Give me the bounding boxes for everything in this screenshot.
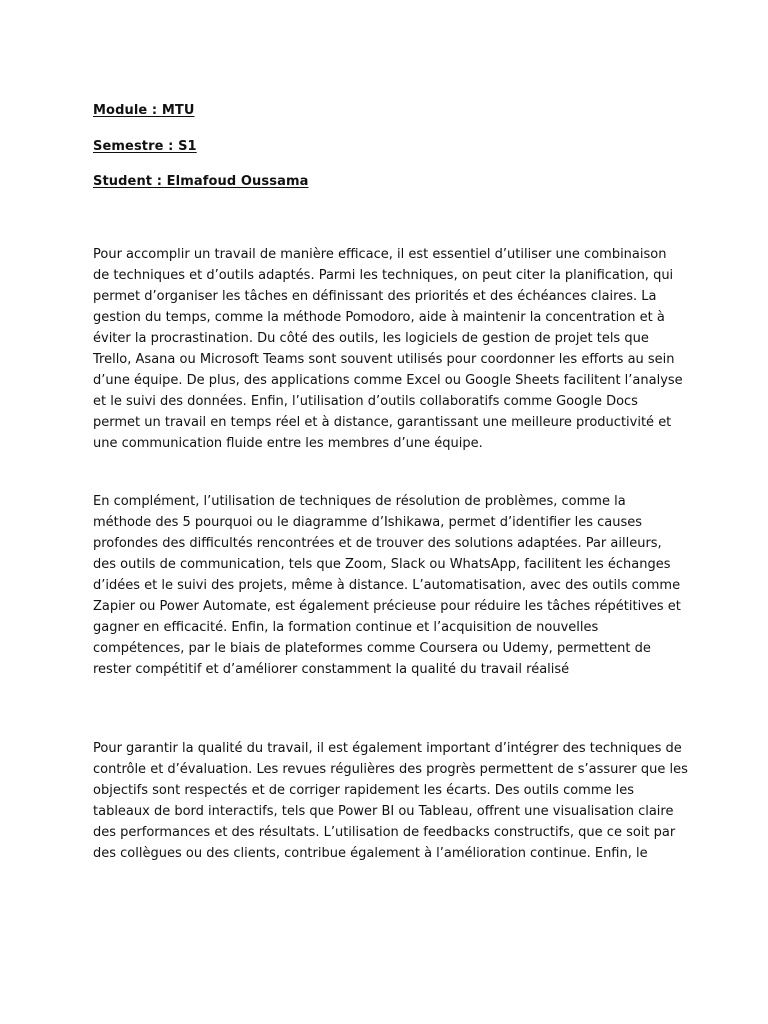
paragraph-line: tableaux de bord interactifs, tels que Power BI ou Tableau, offrent une visualisation claire — [93, 804, 674, 819]
paragraph-line: profondes des difficultés rencontrées et de trouver des solutions adaptées. Par ailleurs, — [93, 536, 662, 551]
paragraph-line: Trello, Asana ou Microsoft Teams sont souvent utilisés pour coordonner les efforts au sein — [93, 352, 675, 367]
paragraph-line: éviter la procrastination. Du côté des outils, les logiciels de gestion de projet tels que — [93, 331, 649, 346]
paragraph-line: rester compétitif et d’améliorer constamment la qualité du travail réalisé — [93, 662, 570, 677]
paragraph-line: méthode des 5 pourquoi ou le diagramme d’Ishikawa, permet d’identifier les causes — [93, 515, 643, 530]
paragraph-line: Zapier ou Power Automate, est également précieuse pour réduire les tâches répétitives et — [93, 599, 681, 614]
paragraph-1 — [93, 244, 713, 454]
paragraph-3 — [93, 738, 713, 864]
paragraph-line: des performances et des résultats. L’utilisation de feedbacks constructifs, que ce soit par — [93, 825, 676, 840]
paragraph-line: d’idées et le suivi des projets, même à distance. L’automatisation, avec des outils comme — [93, 578, 681, 593]
paragraph-line: d’une équipe. De plus, des applications comme Excel ou Google Sheets facilitent l’analyse — [93, 373, 683, 388]
paragraph-line: objectifs sont respectés et de corriger rapidement les écarts. Des outils comme les — [93, 783, 635, 798]
paragraph-line: permet un travail en temps réel et à distance, garantissant une meilleure productivité et — [93, 415, 672, 430]
paragraph-line: Pour accomplir un travail de manière efficace, il est essentiel d’utiliser une combinaison — [93, 247, 667, 262]
paragraph-line: gagner en efficacité. Enfin, la formation continue et l’acquisition de nouvelles — [93, 620, 599, 635]
paragraph-line: Pour garantir la qualité du travail, il est également important d’intégrer des techniques de — [93, 741, 682, 756]
paragraph-line: permet d’organiser les tâches en définissant des priorités et des échéances claires. La — [93, 289, 657, 304]
paragraph-line: une communication fluide entre les membres d’une équipe. — [93, 436, 483, 451]
paragraph-line: de techniques et d’outils adaptés. Parmi les techniques, on peut citer la planification, qui — [93, 268, 674, 283]
student-heading: Student : Elmafoud Oussama — [93, 174, 309, 189]
paragraph-line: En complément, l’utilisation de techniques de résolution de problèmes, comme la — [93, 494, 626, 509]
paragraph-line: et le suivi des données. Enfin, l’utilisation d’outils collaboratifs comme Google Docs — [93, 394, 638, 409]
paragraph-line: des collègues ou des clients, contribue également à l’amélioration continue. Enfin, le — [93, 846, 648, 861]
paragraph-2 — [93, 491, 713, 680]
paragraph-line: des outils de communication, tels que Zoom, Slack ou WhatsApp, facilitent les échanges — [93, 557, 671, 572]
semestre-heading: Semestre : S1 — [93, 139, 197, 154]
paragraph-line: compétences, par le biais de plateformes comme Coursera ou Udemy, permettent de — [93, 641, 651, 656]
module-heading: Module : MTU — [93, 103, 195, 118]
paragraph-line: gestion du temps, comme la méthode Pomodoro, aide à maintenir la concentration et à — [93, 310, 665, 325]
paragraph-line: contrôle et d’évaluation. Les revues régulières des progrès permettent de s’assurer que les — [93, 762, 688, 777]
